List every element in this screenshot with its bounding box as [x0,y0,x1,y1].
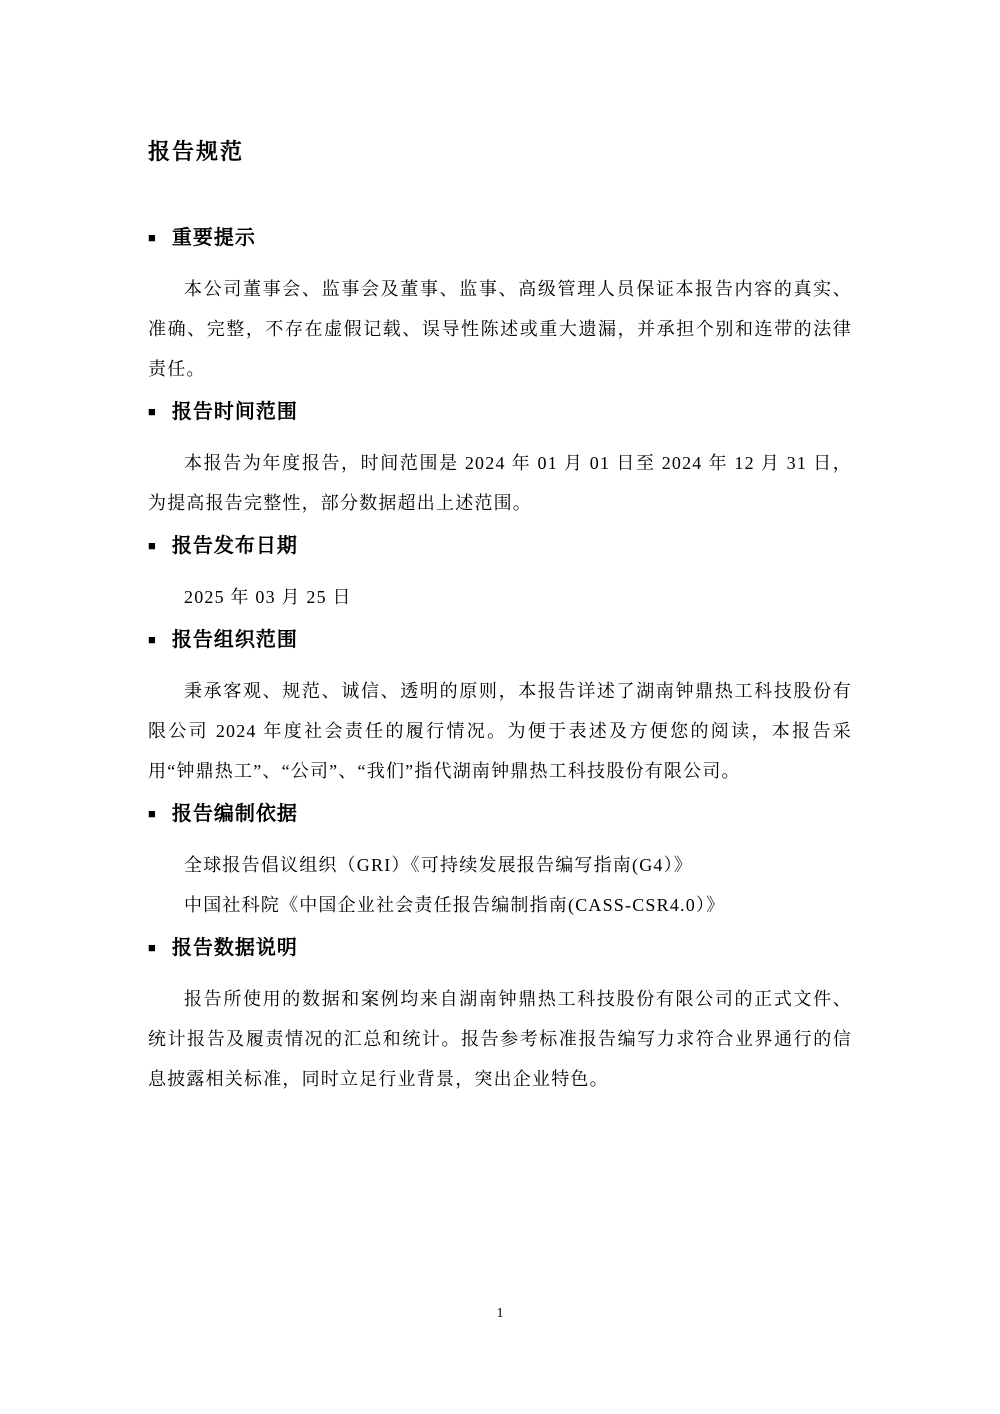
section-heading-text: 报告组织范围 [171,629,298,651]
page-title: 报告规范 [148,139,245,164]
section-heading [148,625,852,657]
section-heading [148,933,852,965]
section-heading-text: 报告数据说明 [171,937,298,959]
section-organization-scope [148,625,852,791]
square-bullet-icon: ■ [148,230,157,245]
section-heading-text: 报告编制依据 [171,803,298,825]
basis-line-cass: 中国社科院《中国企业社会责任报告编制指南(CASS-CSR4.0）》 [184,895,726,915]
section-heading-text: 重要提示 [171,227,256,249]
square-bullet-icon: ■ [148,538,157,553]
section-heading [148,397,852,429]
section-heading [148,799,852,831]
section-heading [148,223,852,255]
square-bullet-icon: ■ [148,806,157,821]
section-paragraph: 本公司董事会、监事会及董事、监事、高级管理人员保证本报告内容的真实、准确、完整，不存在虚假记载、误导性陈述或重大遗漏，并承担个别和连带的法律责任。 [148,279,852,379]
page-number: 1 [496,1306,504,1321]
section-important-notice [148,223,852,389]
section-paragraph: 报告所使用的数据和案例均来自湖南钟鼎热工科技股份有限公司的正式文件、统计报告及履责情况的汇总和统计。报告参考标准报告编写力求符合业界通行的信息披露相关标准，同时立足行业背景，突出企业特色。 [148,989,852,1089]
square-bullet-icon: ■ [148,404,157,419]
section-heading-text: 报告时间范围 [171,401,298,423]
section-paragraph: 本报告为年度报告，时间范围是 2024 年 01 月 01 日至 2024 年 12 月 31 日，为提高报告完整性，部分数据超出上述范围。 [148,453,852,513]
section-compilation-basis [148,799,852,925]
section-data-description [148,933,852,1099]
basis-line-gri: 全球报告倡议组织（GRI）《可持续发展报告编写指南(G4）》 [184,855,693,875]
section-heading [148,531,852,563]
square-bullet-icon: ■ [148,940,157,955]
section-release-date [148,531,852,617]
section-heading-text: 报告发布日期 [171,535,298,557]
section-report-time-range [148,397,852,523]
square-bullet-icon: ■ [148,632,157,647]
release-date-text: 2025 年 03 月 25 日 [184,587,352,607]
section-paragraph: 秉承客观、规范、诚信、透明的原则，本报告详述了湖南钟鼎热工科技股份有限公司 2024 年度社会责任的履行情况。为便于表述及方便您的阅读，本报告采用“钟鼎热工”、“公司”、“我们”指代湖南钟鼎热工科技股份有限公司。 [148,681,852,781]
